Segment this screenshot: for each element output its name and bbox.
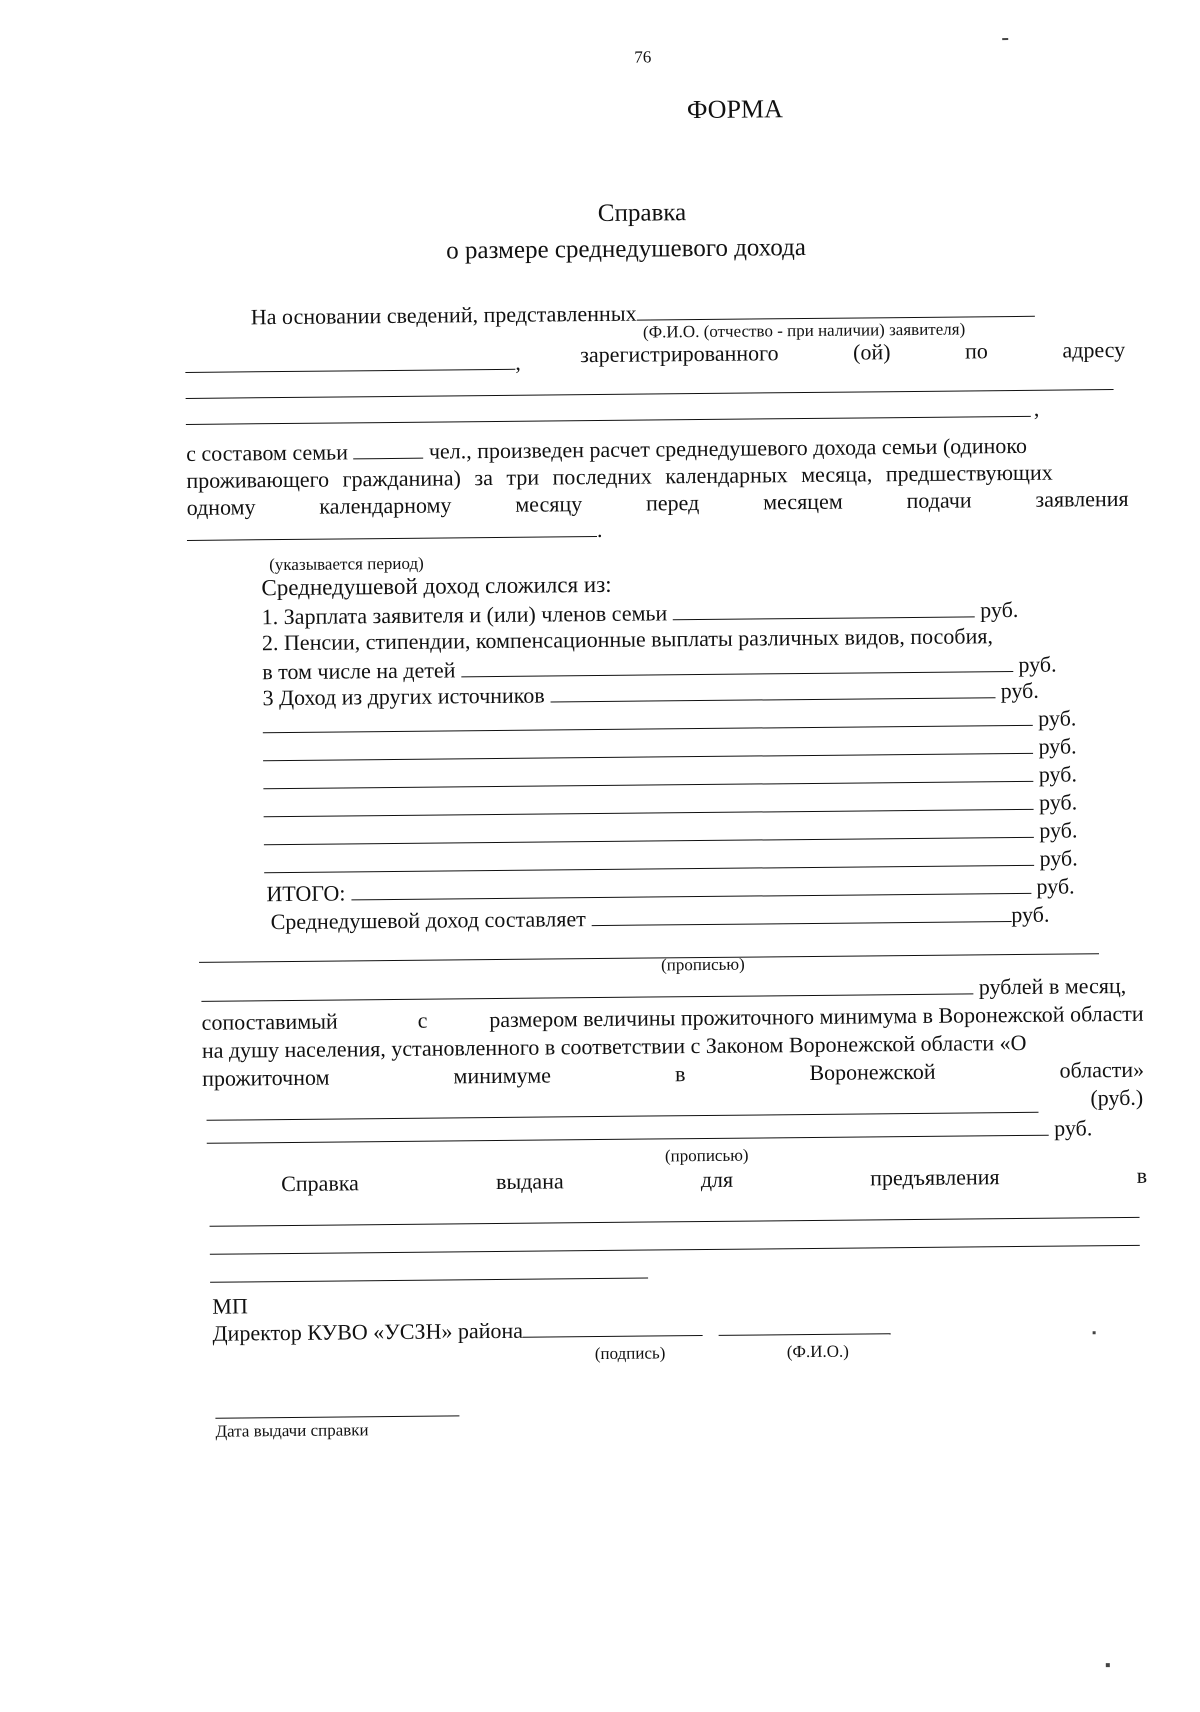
scan-speck <box>1093 1331 1096 1334</box>
currency-label: руб. <box>1018 651 1057 677</box>
family-word: месяцем <box>763 488 843 515</box>
average-amount-field[interactable] <box>591 901 1011 926</box>
family-word: календарному <box>319 492 452 519</box>
comparable-word: Воронежской <box>809 1058 936 1085</box>
per-month-label: рублей в месяц, <box>978 972 1127 1000</box>
registered-word: адресу <box>1062 336 1126 363</box>
currency-label: руб. <box>980 596 1019 623</box>
currency-label: руб. <box>1038 733 1077 759</box>
applicant-name-hint: (Ф.И.О. (отчество - при наличии) заявителя) <box>642 319 966 342</box>
in-words-hint-2: (прописью) <box>664 1145 749 1166</box>
family-word: заявления <box>1035 485 1129 512</box>
comparable-word: прожиточном <box>202 1064 330 1091</box>
issued-for-line-3[interactable] <box>210 1278 648 1283</box>
income-item-2-label: в том числе на детей <box>262 657 456 685</box>
income-item-1-label: 1. Зарплата заявителя и (или) членов семьи <box>261 600 668 630</box>
comparable-word: области» <box>1059 1056 1145 1083</box>
signature-hint: (подпись) <box>594 1343 666 1364</box>
period-end: . <box>596 516 603 543</box>
director-name-field[interactable] <box>718 1313 890 1336</box>
family-word: перед <box>645 490 700 516</box>
document-subtitle: о размере среднедушевого дохода <box>446 233 807 265</box>
currency-label: руб. <box>1036 873 1075 899</box>
currency-label: руб. <box>1054 1115 1093 1141</box>
salary-amount-field[interactable] <box>673 596 975 620</box>
page-number: 76 <box>634 47 652 67</box>
director-signature-field[interactable] <box>523 1315 703 1338</box>
family-word: одному <box>186 494 256 520</box>
registered-word: по <box>964 338 988 364</box>
family-line-2-text: проживающего гражданина) за три последних календарных месяца, предшествующих <box>186 459 1053 493</box>
issued-word: в <box>1136 1162 1148 1188</box>
currency-label: руб. <box>1038 705 1077 731</box>
comparable-word: минимуме <box>453 1062 552 1089</box>
rub-paren: (руб.) <box>1090 1084 1144 1111</box>
currency-label: руб. <box>1011 901 1050 928</box>
scan-speck <box>1002 38 1008 40</box>
address-line-1[interactable] <box>186 389 1114 399</box>
issued-for-line-1[interactable] <box>210 1217 1140 1227</box>
period-hint: (указывается период) <box>269 553 424 575</box>
comparable-word: с <box>417 1007 428 1033</box>
issue-date-line[interactable] <box>215 1415 459 1418</box>
in-words-continued-field[interactable] <box>201 973 973 1001</box>
currency-label: руб. <box>1038 761 1078 787</box>
comma: , <box>515 349 521 375</box>
period-row <box>187 516 603 547</box>
comparable-word: сопоставимый <box>201 1008 338 1035</box>
family-suffix: чел., произведен расчет среднедушевого дохода семьи (одиноко <box>428 432 1027 464</box>
comparable-line-2-text: на душу населения, установленного в соответствии с Законом Воронежской области «О <box>201 1029 1027 1063</box>
applicant-name-continued-field[interactable] <box>185 349 515 373</box>
family-word: месяцу <box>515 491 583 517</box>
registered-word: зарегистрированного <box>580 340 779 368</box>
minimum-words-row <box>207 1114 1093 1150</box>
currency-label: руб. <box>1000 677 1039 704</box>
address-comma: , <box>1033 395 1040 421</box>
stamp-place-label: МП <box>212 1293 248 1319</box>
family-word: подачи <box>906 487 972 514</box>
issued-word: выдана <box>495 1168 564 1195</box>
average-in-words-line[interactable] <box>199 953 1099 963</box>
intro-label: На основании сведений, представленных <box>250 300 637 330</box>
currency-label: руб. <box>1039 845 1078 871</box>
address-line-2[interactable] <box>186 416 1031 425</box>
director-label: Директор КУВО «УСЗН» района <box>212 1317 524 1346</box>
average-label: Среднедушевой доход составляет <box>270 906 586 935</box>
comparable-word: в <box>674 1061 686 1087</box>
issued-word: Справка <box>281 1170 360 1197</box>
family-prefix: с составом семьи <box>186 439 349 466</box>
registered-word: (ой) <box>852 339 891 365</box>
scan-speck <box>1106 1663 1110 1667</box>
period-field[interactable] <box>187 516 597 541</box>
registration-row <box>185 349 521 379</box>
family-size-field[interactable] <box>353 438 423 460</box>
pensions-amount-field[interactable] <box>461 651 1013 677</box>
currency-label: руб. <box>1039 817 1078 843</box>
in-words-hint: (прописью) <box>660 954 745 975</box>
comparable-word: размером величины прожиточного минимума в Воронежской области <box>489 1000 1144 1033</box>
issued-word: предъявления <box>870 1164 1000 1191</box>
form-label: ФОРМА <box>686 94 784 125</box>
applicant-name-field[interactable] <box>636 296 1034 321</box>
issue-date-label: Дата выдачи справки <box>215 1420 369 1441</box>
income-item-2-text: 2. Пенсии, стипендии, компенсационные выплаты различных видов, пособия, <box>261 623 994 656</box>
total-label: ИТОГО: <box>266 880 346 907</box>
income-item-3-label: 3 Доход из других источников <box>262 682 545 711</box>
issued-row <box>281 1163 1147 1197</box>
other-income-field[interactable] <box>550 677 995 702</box>
currency-label: руб. <box>1038 789 1078 815</box>
fio-hint: (Ф.И.О.) <box>786 1341 849 1362</box>
document-title: Справка <box>597 199 687 227</box>
issued-word: для <box>700 1166 734 1193</box>
income-heading: Среднедушевой доход сложился из: <box>261 571 612 601</box>
issued-for-line-2[interactable] <box>210 1245 1140 1255</box>
registered-words <box>580 337 1125 368</box>
